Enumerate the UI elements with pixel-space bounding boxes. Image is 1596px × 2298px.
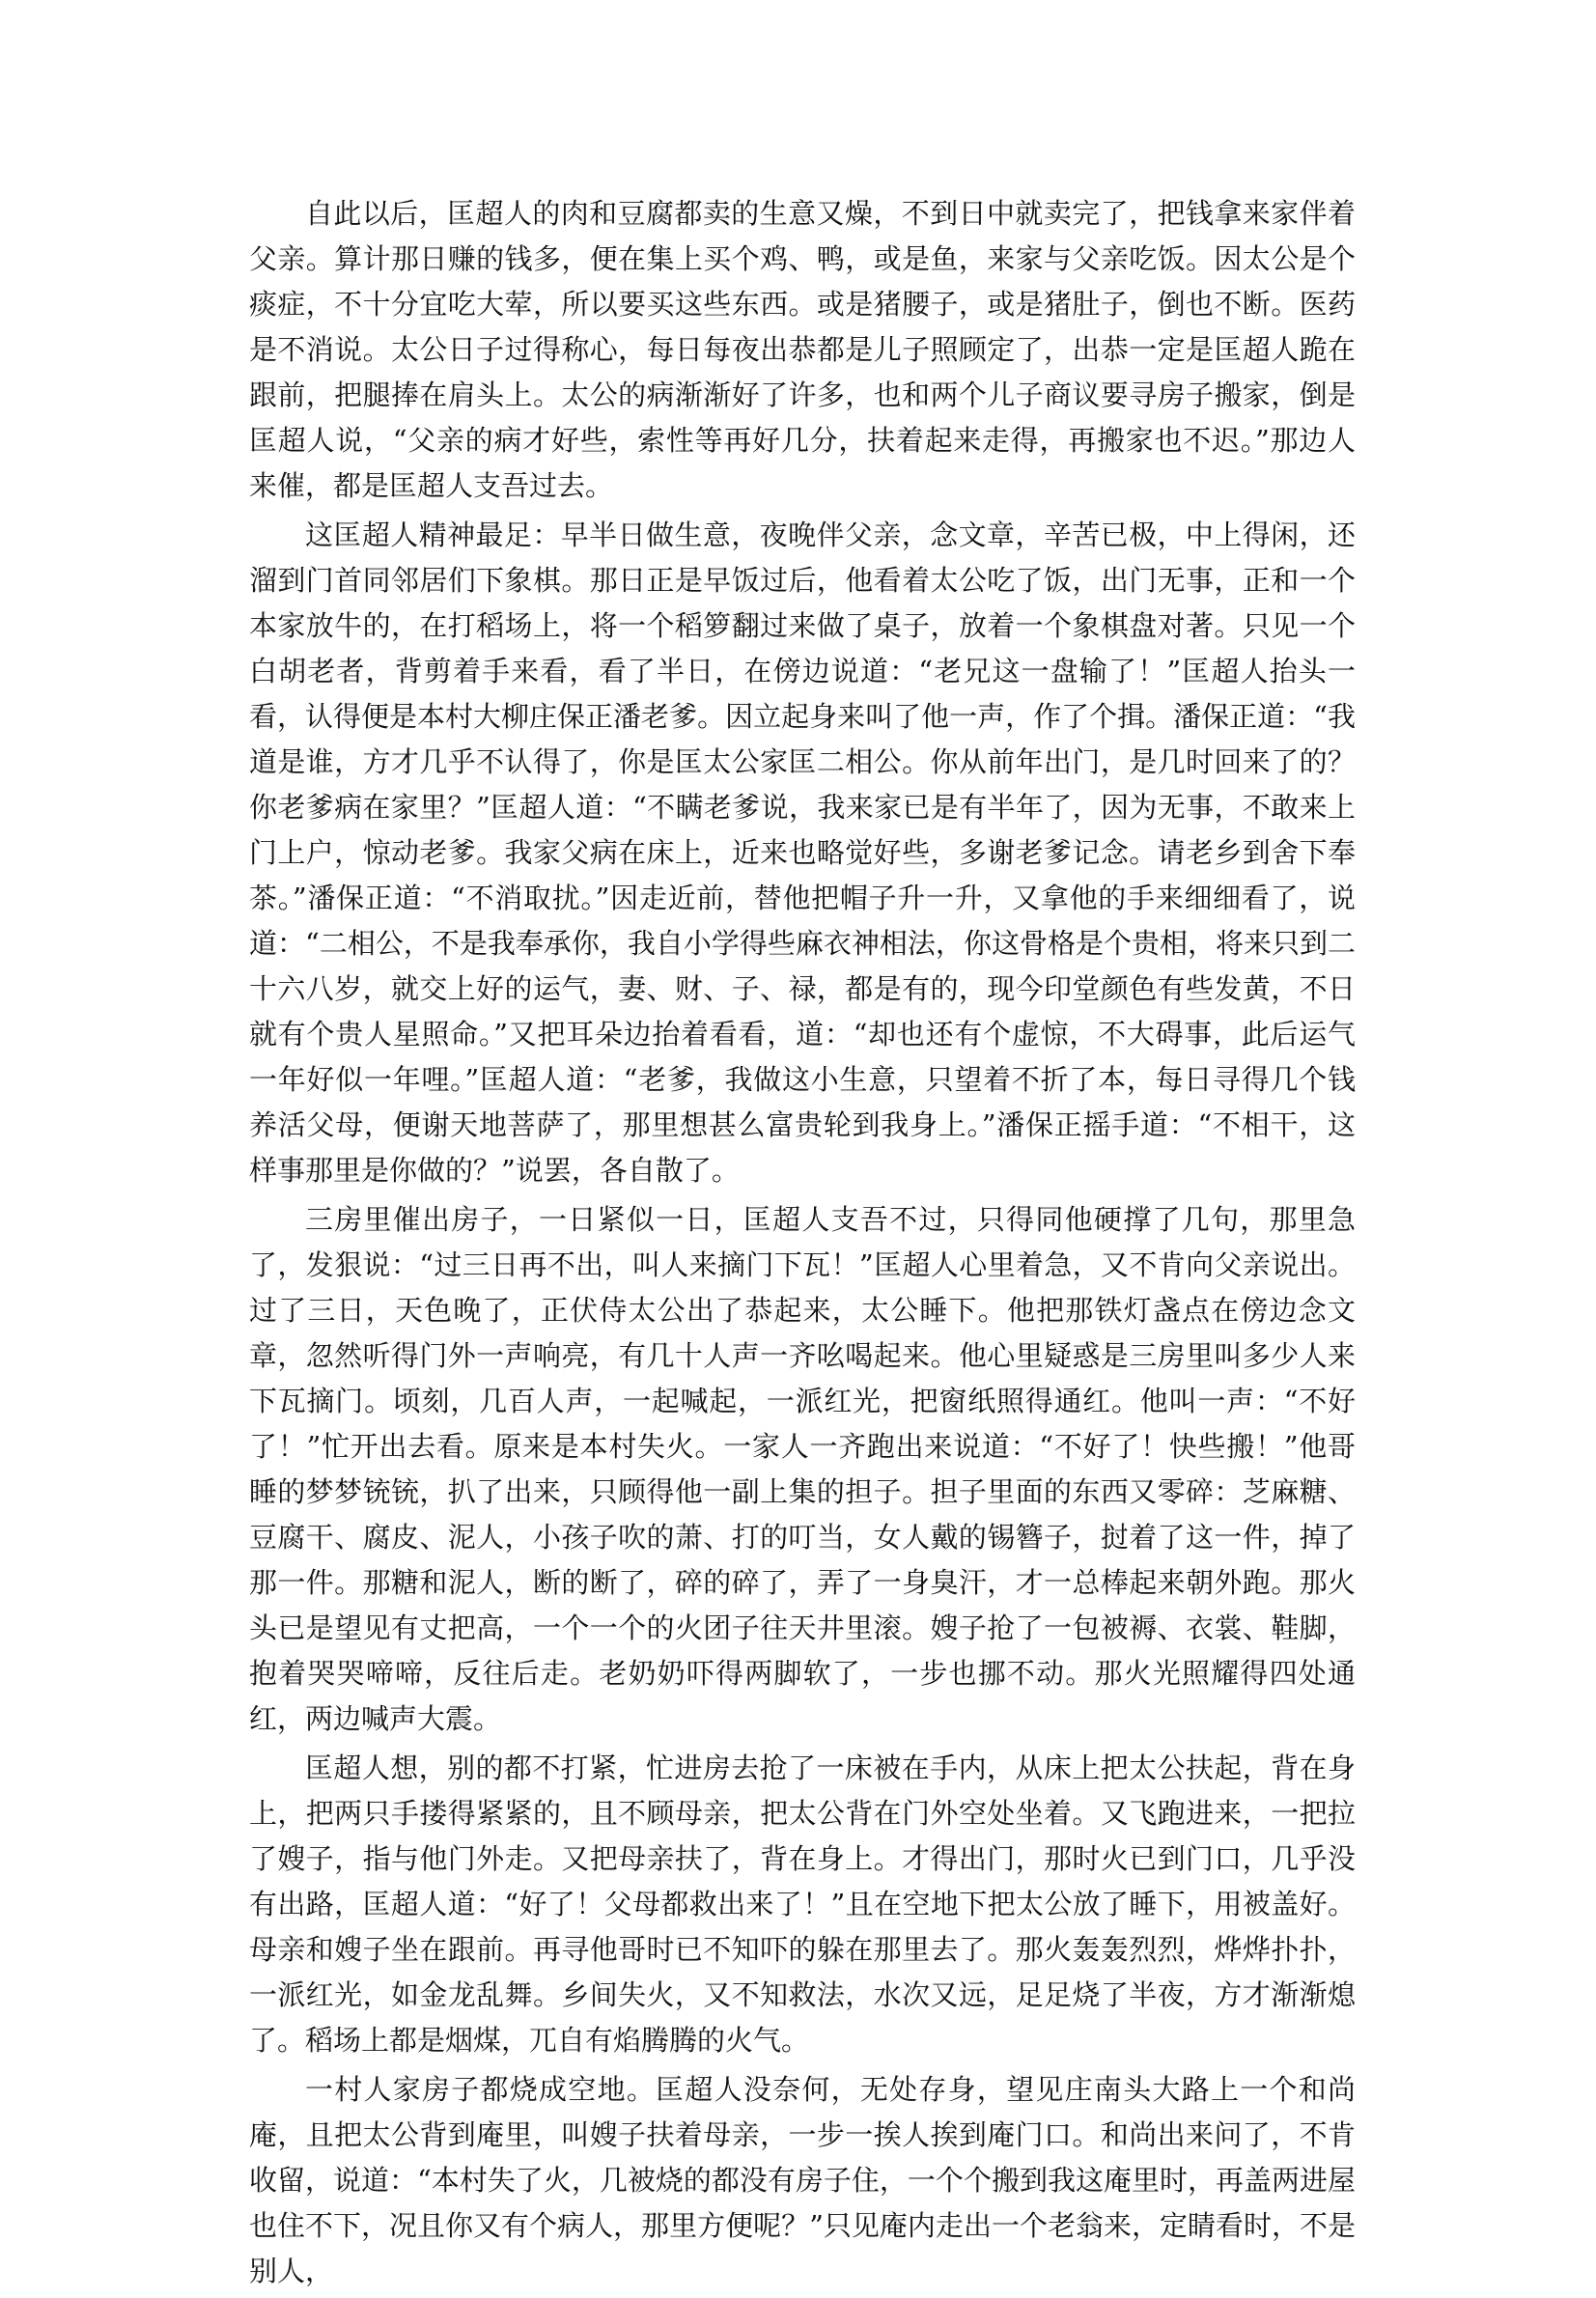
paragraph-1: 自此以后，匡超人的肉和豆腐都卖的生意又燥，不到日中就卖完了，把钱拿来家伴着父亲。算计那日赚的钱多，便在集上买个鸡、鸭，或是鱼，来家与父亲吃饭。因太公是个痰症，不十分宜吃大荤，所以要买这些东西。或是猪腰子，或是猪肚子，倒也不断。医药是不消说。太公日子过得称心，每日每夜出恭都是儿子照顾定了，出恭一定是匡超人跪在跟前，把腿捧在肩头上。太公的病渐渐好了许多，也和两个儿子商议要寻房子搬家，倒是匡超人说，“父亲的病才好些，索性等再好几分，扶着起来走得，再搬家也不迟。”那边人来催，都是匡超人支吾过去。 xyxy=(249,197,1356,502)
paragraph-5: 一村人家房子都烧成空地。匡超人没奈何，无处存身，望见庄南头大路上一个和尚庵，且把太公背到庵里，叫嫂子扶着母亲，一步一挨人挨到庵门口。和尚出来问了，不肯收留，说道：“本村失了火，几被烧的都没有房子住，一个个搬到我这庵里时，再盖两进屋也住不下，况且你又有个病人，那里方便呢？”只见庵内走出一个老翁来，定睛看时，不是别人， xyxy=(249,2073,1356,2287)
paragraph-4: 匡超人想，别的都不打紧，忙进房去抢了一床被在手内，从床上把太公扶起，背在身上，把两只手搂得紧紧的，且不顾母亲，把太公背在门外空处坐着。又飞跑进来，一把拉了嫂子，指与他门外走。又把母亲扶了，背在身上。才得出门，那时火已到门口，几乎没有出路，匡超人道：“好了！父母都救出来了！”且在空地下把太公放了睡下，用被盖好。母亲和嫂子坐在跟前。再寻他哥时已不知吓的躲在那里去了。那火轰轰烈烈，烨烨扑扑，一派红光，如金龙乱舞。乡间失火，又不知救法，水次又远，足足烧了半夜，方才渐渐熄了。稻场上都是烟煤，兀自有焰腾腾的火气。 xyxy=(249,1752,1356,2057)
paragraph-3: 三房里催出房子，一日紧似一日，匡超人支吾不过，只得同他硬撑了几句，那里急了，发狠说：“过三日再不出，叫人来摘门下瓦！”匡超人心里着急，又不肯向父亲说出。过了三日，天色晚了，正伏侍太公出了恭起来，太公睡下。他把那铁灯盏点在傍边念文章，忽然听得门外一声响亮，有几十人声一齐吆喝起来。他心里疑惑是三房里叫多少人来下瓦摘门。顷刻，几百人声，一起喊起，一派红光，把窗纸照得通红。他叫一声：“不好了！”忙开出去看。原来是本村失火。一家人一齐跑出来说道：“不好了！快些搬！”他哥睡的梦梦铳铳，扒了出来，只顾得他一副上集的担子。担子里面的东西又零碎：芝麻糖、豆腐干、腐皮、泥人，小孩子吹的萧、打的叮当，女人戴的锡簪子，挝着了这一件，掉了那一件。那糖和泥人，断的断了，碎的碎了，弄了一身臭汗，才一总棒起来朝外跑。那火头已是望见有丈把高，一个一个的火团子往天井里滚。嫂子抢了一包被褥、衣裳、鞋脚，抱着哭哭啼啼，反往后走。老奶奶吓得两脚软了，一步也挪不动。那火光照耀得四处通红，两边喊声大震。 xyxy=(249,1203,1356,1735)
document-page xyxy=(249,191,1356,2298)
paragraph-2: 这匡超人精神最足：早半日做生意，夜晚伴父亲，念文章，辛苦已极，中上得闲，还溜到门首同邻居们下象棋。那日正是早饭过后，他看着太公吃了饭，出门无事，正和一个本家放牛的，在打稻场上，将一个稻箩翻过来做了桌子，放着一个象棋盘对著。只见一个白胡老者，背剪着手来看，看了半日，在傍边说道：“老兄这一盘输了！”匡超人抬头一看，认得便是本村大柳庄保正潘老爹。因立起身来叫了他一声，作了个揖。潘保正道：“我道是谁，方才几乎不认得了，你是匡太公家匡二相公。你从前年出门，是几时回来了的？你老爹病在家里？”匡超人道：“不瞒老爹说，我来家已是有半年了，因为无事，不敢来上门上户，惊动老爹。我家父病在床上，近来也略觉好些，多谢老爹记念。请老乡到舍下奉茶。”潘保正道：“不消取扰。”因走近前，替他把帽子升一升，又拿他的手来细细看了，说道：“二相公，不是我奉承你，我自小学得些麻衣神相法，你这骨格是个贵相，将来只到二十六八岁，就交上好的运气，妻、财、子、禄，都是有的，现今印堂颜色有些发黄，不日就有个贵人星照命。”又把耳朵边抬着看看，道：“却也还有个虚惊，不大碍事，此后运气一年好似一年哩。”匡超人道：“老爹，我做这小生意，只望着不折了本，每日寻得几个钱养活父母，便谢天地菩萨了，那里想甚么富贵轮到我身上。”潘保正摇手道：“不相干，这样事那里是你做的？”说罢，各自散了。 xyxy=(249,518,1356,1187)
